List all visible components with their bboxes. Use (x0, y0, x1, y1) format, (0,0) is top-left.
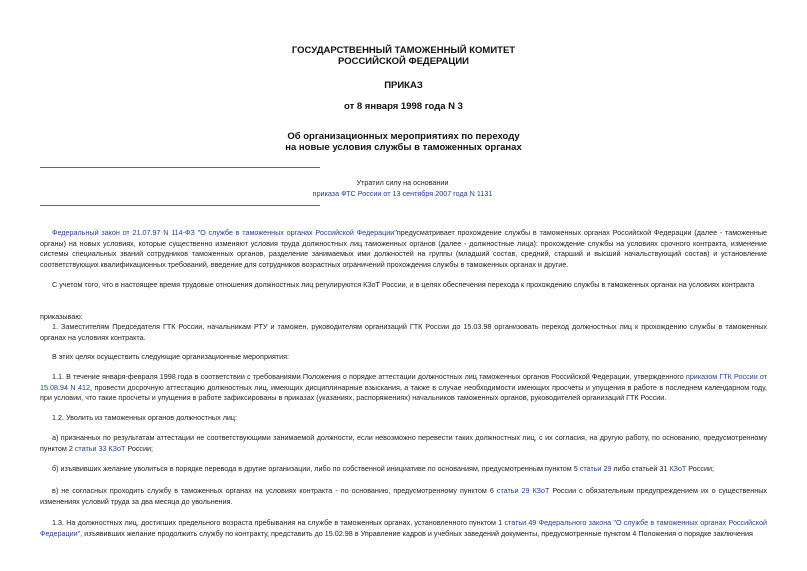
item-b-text-a: б) изъявивших желание уволиться в порядке перевода в другие организации, либо по собственной инициативе по основаниям, предусмотренным пунктом 5 (52, 464, 580, 473)
status-note-text: Утратил силу на основании (356, 178, 449, 187)
kzot-link[interactable]: КЗоТ (669, 464, 687, 473)
item-v-text-b: России с обязательным предупреждением их о существенных изменениях условий труда за два месяца до увольнения. (40, 486, 767, 506)
item-a-text-a: а) признанных по результатам аттестации не соответствующими занимаемой должности, если невозможно перевести таких должностных лиц, с их согласия, на другую работу, по основанию, предусмотренному пунктом 2 (40, 433, 767, 453)
paragraph-item-v (40, 486, 767, 507)
divider-top (40, 167, 320, 168)
paragraph-intro (40, 228, 767, 270)
order-412-link[interactable]: приказом ГТК России от 15.08.94 N 412 (40, 372, 768, 392)
paragraph-item-1-3 (40, 518, 767, 539)
doc-date: от 8 января 1998 года N 3 (344, 101, 463, 112)
item-1-1-text-b: , провести досрочную аттестацию должностных лиц, имеющих дисциплинарные взыскания, а также в случае необходимости имеющих просчеты и упущения в работе в последнем календарном году, при условии, что такие просчеты и упущения в работе зафиксированы в приказах (указаниях, распоряжениях) начальников таможенных органов, руководителей организаций ГТК России. (40, 382, 768, 402)
federal-law-link[interactable]: Федеральный закон от 21.07.97 N 114-ФЗ "О службе в таможенных органах Российской Федерации" (52, 228, 397, 237)
status-note-link[interactable]: приказа ФТС России от 13 сентября 2007 года N 1131 (312, 189, 493, 198)
item-a-text-b: России; (125, 443, 154, 453)
item-b-text-b: России; (686, 464, 714, 473)
paragraph-item-1: 1. Заместителям Председателя ГТК России, начальникам РТУ и таможен, руководителям организаций ГТК России до 15.03.98 организовать переход должностных лиц к прохождению службы в таможенных органах на условиях контракта. (40, 322, 767, 342)
paragraph-measures: В этих целях осуществить следующие организационные мероприятия: (52, 352, 290, 361)
item-1-3-text-b: , изъявивших желание продолжить службу по контракту, представить до 15.02.98 в Управление кадров и учебных заведений документы, предусмотренные пунктом 4 Положения о порядке заключения (80, 528, 753, 538)
item-1-3-text-a: 1.3. На должностных лиц, достигших предельного возраста пребывания на службе в таможенных органах, установленного пунктом 1 (52, 518, 505, 527)
article-49-link[interactable]: статьи 49 Федерального закона "О службе в таможенных органах Российской Федерации" (40, 518, 767, 538)
doc-title-line2: на новые условия службы в таможенных органах (285, 142, 522, 153)
paragraph-item-1-1 (40, 372, 767, 404)
paragraph-item-1-2: 1.2. Уволить из таможенных органов должностных лиц: (52, 413, 238, 422)
article-29-kzot-link[interactable]: статьи 29 КЗоТ (496, 486, 550, 495)
doc-title-line1: Об организационных мероприятиях по переходу (287, 131, 520, 142)
divider-bottom (40, 205, 320, 206)
intro-text: предусматривает прохождение службы в таможенных органах Российской Федерации (далее - таможенные органы) на новых условиях, которые существенно изменяют условия труда должностных лиц таможенных органов (далее - должностные лица): прохождение службы на условиях срочного контракта, изменение системы специальных званий сотрудников таможенных органов, разделение занимаемых ими должностей на группы (младший состав, средний, старший и высший начальствующий состав) и установление соответствующих квалификационных требований, введение для сотрудников возрастных ограничений прохождения службы в таможенных органах и другие. (40, 228, 768, 269)
item-1-1-text-a: 1.1. В течение января-февраля 1998 года в соответствии с требованиями Положения о порядке аттестации должностных лиц таможенных органов Российской Федерации, утвержденного (52, 372, 686, 381)
article-33-link[interactable]: статьи 33 КЗоТ (74, 443, 126, 453)
paragraph-item-b (40, 464, 767, 475)
article-29-link[interactable]: статьи 29 (579, 464, 612, 473)
paragraph-item-a (40, 433, 767, 454)
item-b-text-mid: либо статьей 31 (611, 464, 670, 473)
org-name-line1: ГОСУДАРСТВЕННЫЙ ТАМОЖЕННЫЙ КОМИТЕТ (291, 45, 516, 56)
paragraph-order: приказываю: (40, 312, 83, 321)
paragraph-context: С учетом того, что в настоящее время трудовые отношения должностных лиц регулируются КЗоТ России, и в целях обеспечения перехода к прохождению службы в таможенных органах на условиях контракта (52, 280, 755, 289)
org-name-line2: РОССИЙСКОЙ ФЕДЕРАЦИИ (337, 56, 469, 67)
item-v-text-a: в) не согласных проходить службу в таможенных органах на условиях контракта - по основанию, предусмотренному пунктом 6 (52, 486, 497, 495)
doc-type: ПРИКАЗ (384, 80, 423, 91)
